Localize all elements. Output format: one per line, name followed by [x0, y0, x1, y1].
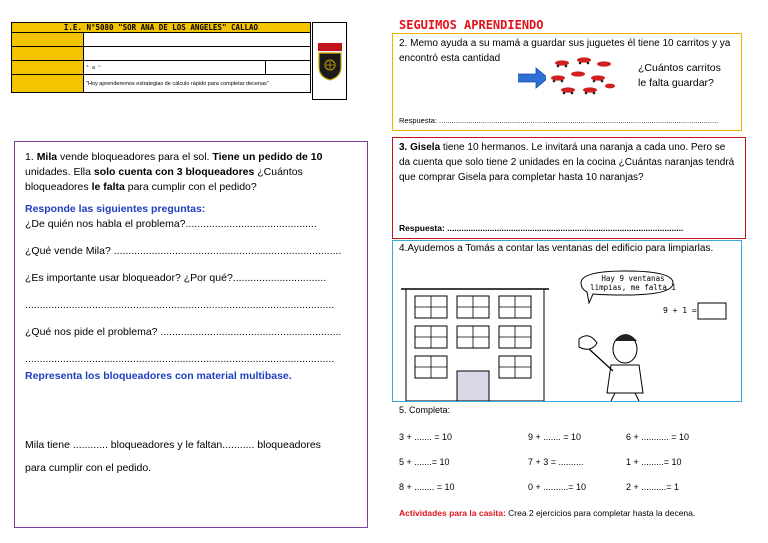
header-cell — [12, 75, 84, 93]
school-name: I.E. N°5080 "SOR ANA DE LOS ANGELES" CALLAO — [12, 23, 311, 33]
school-crest-logo — [312, 22, 347, 100]
header-cell — [84, 33, 311, 47]
header-cell — [265, 61, 310, 75]
represent-instruction: Representa los bloqueadores con material multibase. — [25, 370, 292, 382]
school-header-table — [11, 22, 311, 93]
header-cell — [12, 61, 84, 75]
speech-bubble-line: Hay 9 ventanas — [601, 274, 665, 283]
header-cell — [12, 47, 84, 61]
exercise-item[interactable]: 5 + .......= 10 — [399, 457, 450, 467]
section-title: SEGUIMOS APRENDIENDO — [399, 18, 544, 32]
drawing-space[interactable] — [25, 384, 357, 438]
exercise-item[interactable]: 6 + ........... = 10 — [626, 432, 690, 442]
section-5-title: 5. Completa: — [399, 405, 451, 415]
homework-label: Actividades para la casita: — [399, 508, 506, 518]
header-cell — [84, 47, 311, 61]
speech-bubble-line: limpias, me falta 1 — [590, 283, 676, 292]
building-illustration — [393, 261, 733, 401]
problem-2-question: ¿Cuántos carritos — [638, 62, 721, 74]
problem-3-box — [392, 137, 746, 239]
problem-1-statement: 1. Mila vende bloqueadores para el sol. Tiene un pedido de 10 unidades. Ella solo cuenta con 3 bloqueadores ¿Cuántos bloqueadores le falta para cumplir con el pedido? — [25, 151, 323, 193]
question-importance[interactable]: ¿Es importante usar bloqueador? ¿Por qué?................................ — [25, 272, 327, 284]
problem-1-box — [14, 141, 368, 528]
lesson-motto: "Hoy aprenderemos estrategias de cálculo rápido para completar decenas" — [84, 75, 311, 93]
question-what-asks[interactable]: ¿Qué nos pide el problema? .............................................................. — [25, 326, 342, 338]
question-who[interactable]: ¿De quién nos habla el problema?............................................. — [25, 218, 317, 230]
problem-2-text: 2. Memo ayuda a su mamá a guardar sus juguetes él tiene 10 carritos y ya encontró esta cantidad — [399, 38, 731, 64]
problem-4-box — [392, 240, 742, 402]
exercise-item[interactable]: 2 + ..........= 1 — [626, 482, 680, 492]
problem-4-text: 4.Ayudemos a Tomás a contar las ventanas del edificio para limpiarlas. — [399, 243, 714, 254]
answer-line[interactable]: .......................................................................................................... — [25, 353, 335, 365]
toy-cars-illustration — [518, 54, 618, 104]
header-small-mark: ° a ⁿ — [84, 61, 266, 75]
exercise-item[interactable]: 1 + .........= 10 — [626, 457, 682, 467]
exercise-item[interactable]: 7 + 3 = .......... — [528, 457, 584, 467]
problem-2-box — [392, 33, 742, 131]
exercise-item[interactable]: 8 + ........ = 10 — [399, 482, 455, 492]
homework-note — [399, 508, 695, 518]
answer-heading: Responde las siguientes preguntas: — [25, 203, 206, 215]
answer-line[interactable]: .......................................................................................................... — [25, 299, 335, 311]
problem-3-text: 3. Gisela tiene 10 hermanos. Le invitará una naranja a cada uno. Pero se da cuenta que solo tiene 2 unidades en la cocina ¿Cuántas naranjas tendrá que comprar Gisela para completar hasta 10 naranjas? — [399, 142, 735, 183]
homework-text: Crea 2 ejercicios para completar hasta la decena. — [505, 508, 696, 518]
question-what-sells[interactable]: ¿Qué vende Mila? .............................................................................. — [25, 245, 342, 257]
equation-label: 9 + 1 = — [663, 306, 697, 315]
fill-sentence-end: para cumplir con el pedido. — [25, 462, 152, 474]
problem-3-answer-line[interactable]: Respuesta: .................................................................................................... — [399, 223, 684, 233]
equation-answer-box[interactable] — [698, 303, 726, 319]
problem-2-answer-line[interactable]: Respuesta: ...................................................................................................................................... — [399, 116, 719, 125]
exercise-item[interactable]: 0 + ..........= 10 — [528, 482, 587, 492]
exercise-item[interactable]: 9 + ....... = 10 — [528, 432, 582, 442]
problem-2-question-cont: le falta guardar? — [638, 77, 714, 89]
fill-sentence[interactable]: Mila tiene ............ bloqueadores y le faltan........... bloqueadores — [25, 439, 321, 451]
header-cell — [12, 33, 84, 47]
exercise-item[interactable]: 3 + ....... = 10 — [399, 432, 453, 442]
